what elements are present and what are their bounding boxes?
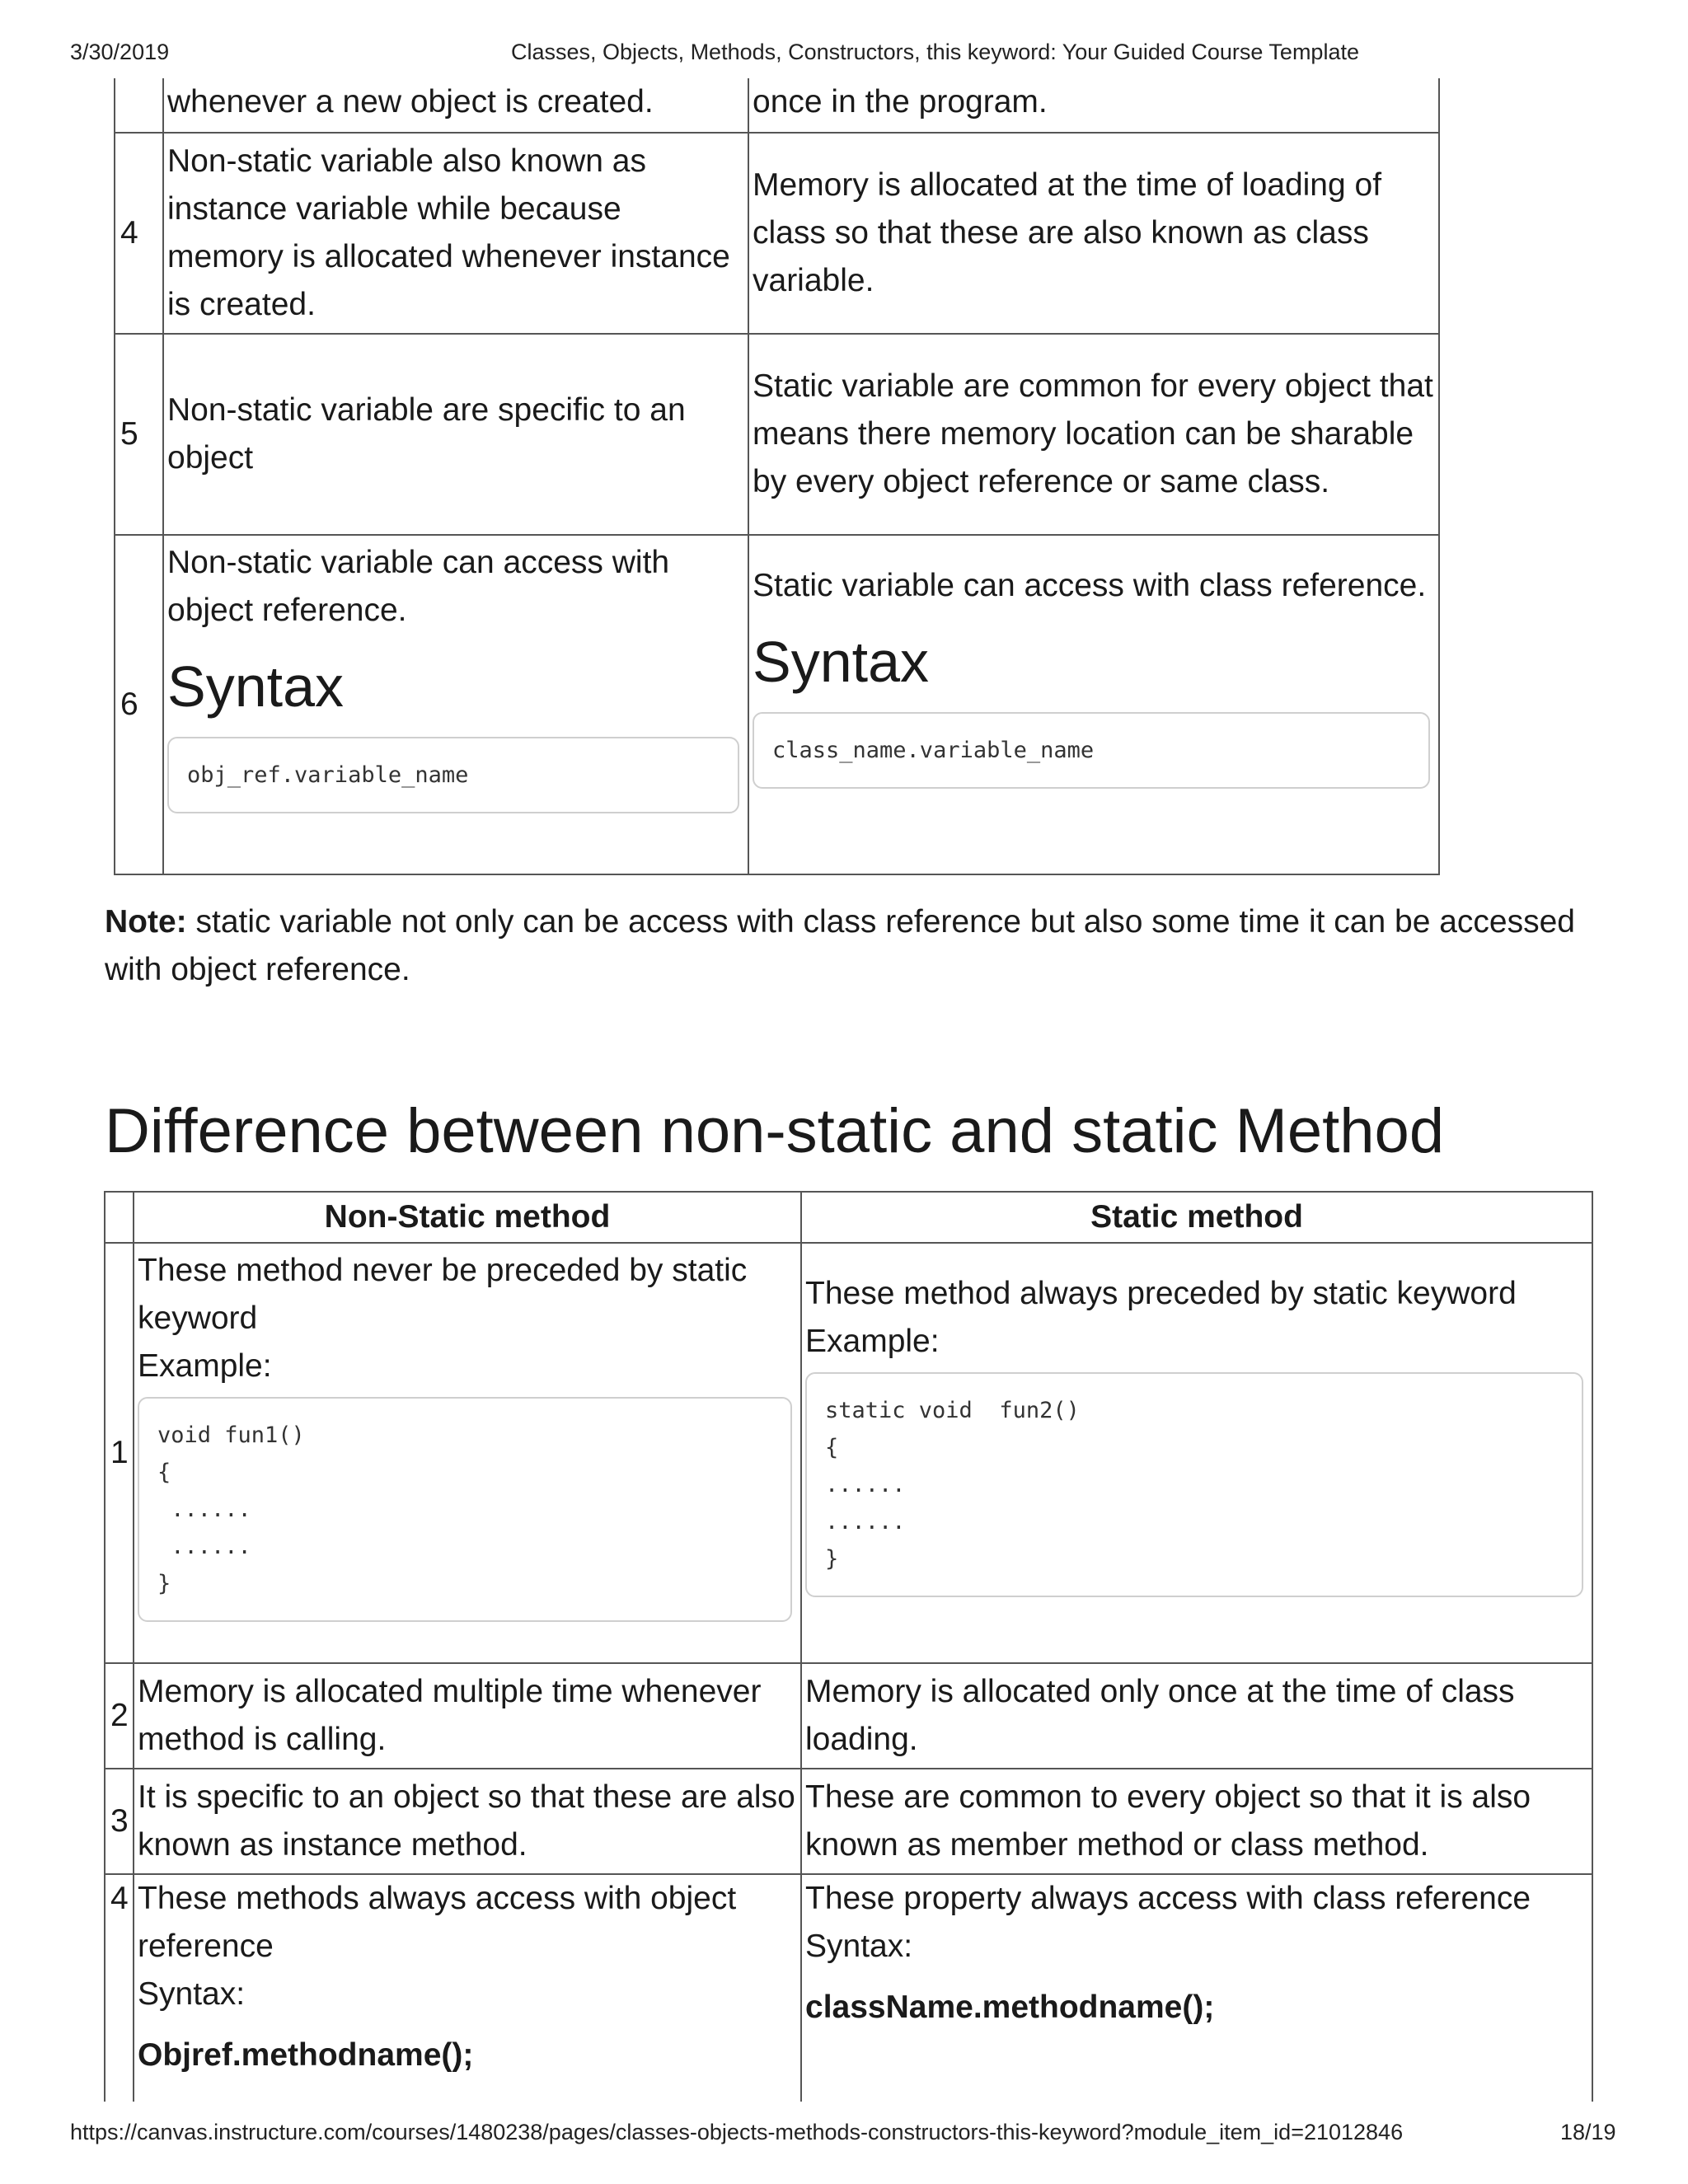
table-row (105, 1874, 1592, 2102)
non-static-description: These methods always access with object reference (138, 1881, 737, 1964)
methods-comparison-table (104, 1191, 1593, 2102)
print-date: 3/30/2019 (70, 40, 170, 64)
non-static-cell: Non-static variable are specific to an object (163, 334, 748, 535)
syntax-label: Syntax: (805, 1929, 913, 1964)
table-header-row (105, 1192, 1592, 1243)
static-cell (801, 1243, 1592, 1663)
syntax-code: className.methodname(); (805, 1990, 1215, 2025)
header-number-cell (105, 1192, 134, 1243)
table-row (115, 78, 1439, 133)
table-row (115, 535, 1439, 874)
static-description: These property always access with class reference (805, 1881, 1531, 1916)
code-block: static void fun2() { ...... ...... } (805, 1372, 1583, 1597)
static-cell: Static variable are common for every object that means there memory location can be sharable by every object reference or same class. (748, 334, 1439, 535)
variables-comparison-table (114, 78, 1440, 875)
static-cell: once in the program. (748, 78, 1439, 133)
note-label: Note: (105, 904, 187, 940)
non-static-cell: It is specific to an object so that these are also known as instance method. (134, 1769, 801, 1874)
example-label: Example: (805, 1324, 940, 1359)
static-description: Static variable can access with class reference. (753, 568, 1427, 603)
row-number: 1 (105, 1243, 134, 1663)
syntax-code: Objref.methodname(); (138, 2037, 474, 2073)
column-header-non-static: Non-Static method (134, 1192, 801, 1243)
row-number: 4 (105, 1874, 134, 2102)
syntax-heading: Syntax (753, 630, 929, 694)
syntax-label: Syntax: (138, 1976, 246, 2012)
print-url: https://canvas.instructure.com/courses/1480238/pages/classes-objects-methods-constructors-this-keyword?module_item_id=21012846 (70, 2120, 1404, 2144)
code-block: obj_ref.variable_name (167, 737, 739, 813)
row-number: 3 (105, 1769, 134, 1874)
static-cell: These are common to every object so that it is also known as member method or class method. (801, 1769, 1592, 1874)
table-row (115, 133, 1439, 334)
column-header-static: Static method (801, 1192, 1592, 1243)
non-static-cell (134, 1243, 801, 1663)
non-static-cell: whenever a new object is created. (163, 78, 748, 133)
table-row (115, 334, 1439, 535)
non-static-description: Non-static variable can access with object reference. (167, 545, 670, 628)
code-block: void fun1() { ...... ...... } (138, 1397, 792, 1622)
row-number (115, 78, 163, 133)
non-static-cell (134, 1874, 801, 2102)
code-block: class_name.variable_name (753, 712, 1430, 789)
non-static-cell (163, 535, 748, 874)
static-cell: Memory is allocated only once at the time of class loading. (801, 1663, 1592, 1769)
example-label: Example: (138, 1348, 272, 1384)
static-cell (748, 535, 1439, 874)
table-row (105, 1243, 1592, 1663)
static-cell (801, 1874, 1592, 2102)
table-row (105, 1769, 1592, 1874)
row-number: 2 (105, 1663, 134, 1769)
note-text: static variable not only can be access with class reference but also some time it can be accessed with object reference. (105, 904, 1575, 987)
print-page-title: Classes, Objects, Methods, Constructors, this keyword: Your Guided Course Template (511, 40, 1359, 64)
section-heading: Difference between non-static and static Method (105, 1096, 1445, 1166)
static-cell: Memory is allocated at the time of loading of class so that these are also known as class variable. (748, 133, 1439, 334)
non-static-cell: Memory is allocated multiple time whenever method is calling. (134, 1663, 801, 1769)
non-static-cell: Non-static variable also known as instance variable while because memory is allocated whenever instance is created. (163, 133, 748, 334)
note-paragraph (105, 898, 1597, 994)
static-description: These method always preceded by static keyword (805, 1276, 1517, 1311)
row-number: 6 (115, 535, 163, 874)
row-number: 4 (115, 133, 163, 334)
non-static-description: These method never be preceded by static keyword (138, 1253, 748, 1336)
syntax-heading: Syntax (167, 654, 344, 719)
page-number: 18/19 (1560, 2120, 1616, 2144)
table-row (105, 1663, 1592, 1769)
row-number: 5 (115, 334, 163, 535)
